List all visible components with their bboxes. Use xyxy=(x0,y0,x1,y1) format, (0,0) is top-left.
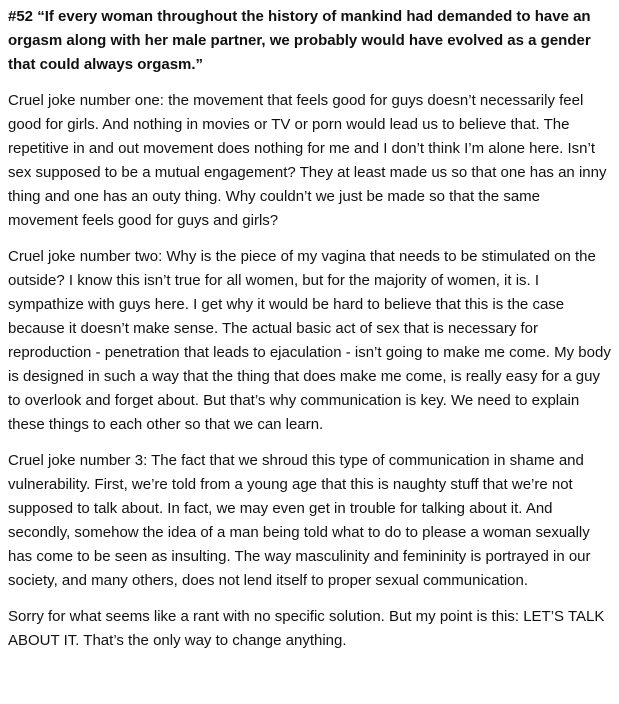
paragraph-conclusion: Sorry for what seems like a rant with no specific solution. But my point is this: LET’S TALK ABOUT IT. That’s the only way to change anything. xyxy=(8,608,605,649)
paragraph-cruel-joke-one: Cruel joke number one: the movement that feels good for guys doesn’t necessarily feel good for girls. And nothing in movies or TV or porn would lead us to believe that. The repetitive in and out movement does nothing for me and I don’t think I’m alone here. Isn’t sex supposed to be a mutual engagement? They at least made us so that one has an inny thing and one has an outy thing. Why couldn’t we just be made so that the same movement feels good for guys and girls? xyxy=(8,92,607,229)
paragraph-cruel-joke-two: Cruel joke number two: Why is the piece of my vagina that needs to be stimulated on the outside? I know this isn’t true for all women, but for the majority of women, it is. I sympathize with guys here. I get why it would be hard to believe that this is the case because it doesn’t make sense. The actual basic act of sex that is necessary for reproduction - penetration that leads to ejaculation - isn’t going to make me come. My body is designed in such a way that the thing that does make me come, is really easy for a guy to overlook and forget about. But that’s why communication is key. We need to explain these things to each other so that we can learn. xyxy=(8,248,611,433)
paragraph-cruel-joke-three: Cruel joke number 3: The fact that we shroud this type of communication in shame and vulnerability. First, we’re told from a young age that this is naughty stuff that we’re not supposed to talk about. In fact, we may even get in trouble for talking about it. And secondly, somehow the idea of a man being told what to do to please a woman sexually has come to be seen as insulting. The way masculinity and femininity is portrayed in our society, and many others, does not lend itself to proper sexual communication. xyxy=(8,452,591,589)
document-heading: #52 “If every woman throughout the history of mankind had demanded to have an orgasm along with her male partner, we probably would have evolved as a gender that could always orgasm.” xyxy=(8,8,591,73)
